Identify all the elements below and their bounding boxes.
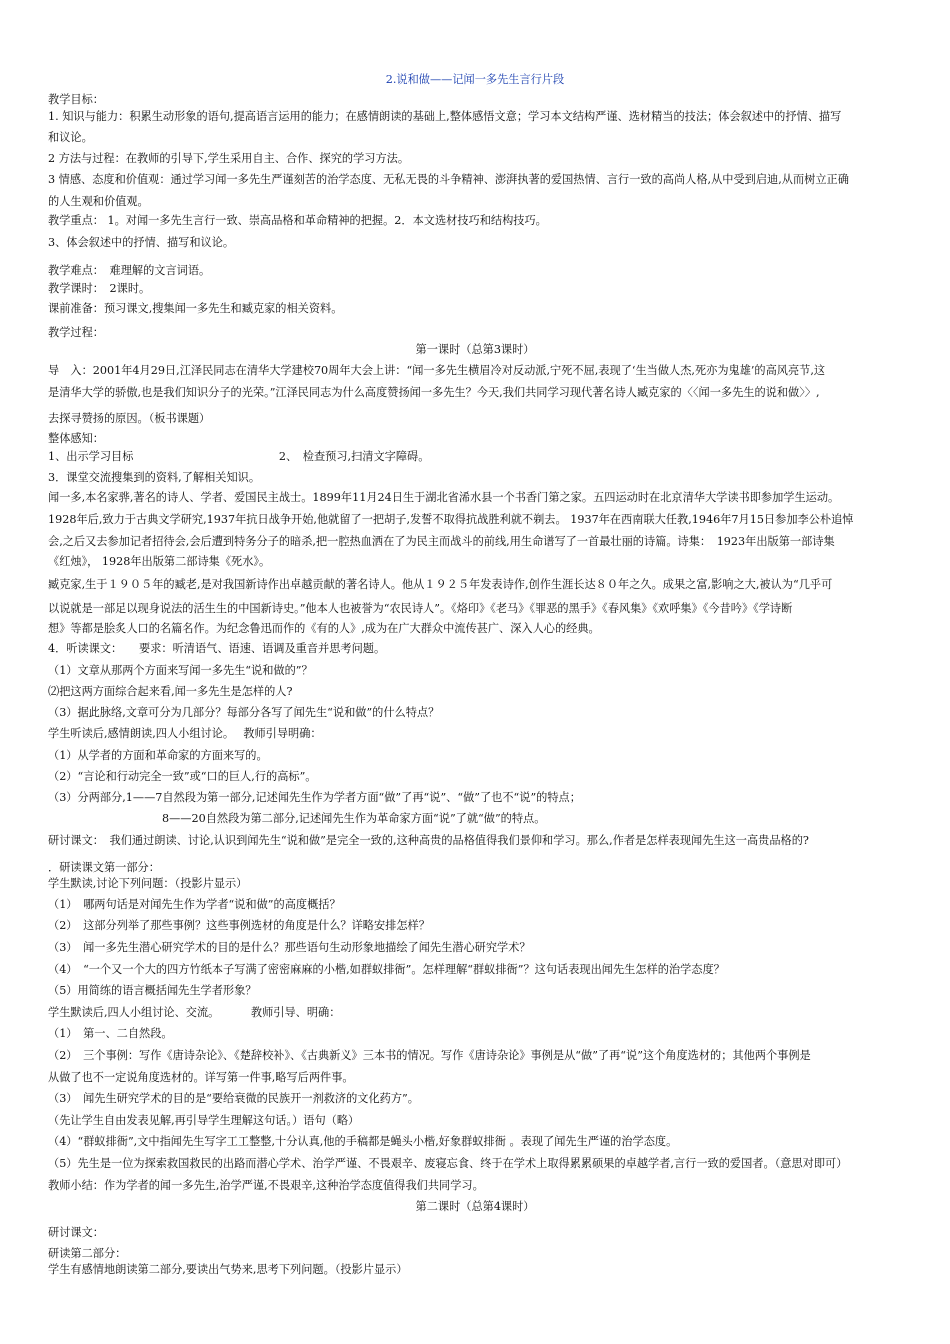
text-line: 和议论。 xyxy=(48,131,93,144)
text-line: 教学过程： xyxy=(48,326,104,339)
text-line: （1）从学者的方面和革命家的方面来写的。 xyxy=(48,749,268,762)
text-line: 8——20自然段为第二部分,记述闻先生作为革命家方面“说”了就“做”的特点。 xyxy=(162,812,546,825)
text-line: （2） 这部分列举了那些事例？这些事例选材的角度是什么？详略安排怎样？ xyxy=(48,919,430,932)
text-line: 研读第二部分： xyxy=(48,1247,127,1260)
text-line: 教学重点： 1。对闻一多先生言行一致、崇高品格和革命精神的把握。2．本文选材技巧和结构技巧。 xyxy=(48,214,547,227)
text-line: 1. 知识与能力：积累生动形象的语句,提高语言运用的能力；在感情朗读的基础上,整体感悟文意；学习本文结构严谨、选材精当的技法；体会叙述中的抒情、描写 xyxy=(48,110,842,123)
text-line: 从做了也不一定说角度选材的。详写第一件事,略写后两件事。 xyxy=(48,1071,354,1084)
section-heading: 第二课时（总第4课时） xyxy=(415,1200,535,1213)
text-line: （3）据此脉络,文章可分为几部分？每部分各写了闻先生“说和做”的什么特点？ xyxy=(48,706,440,719)
text-line: 闻一多,本名家骅,著名的诗人、学者、爱国民主战士。1899年11月24日生于湖北省浠水县一个书香门第之家。五四运动时在北京清华大学读书即参加学生运动。 xyxy=(48,491,840,504)
text-line: （1）文章从那两个方面来写闻一多先生“说和做的”？ xyxy=(48,664,313,677)
text-line: 3．课堂交流搜集到的资料,了解相关知识。 xyxy=(48,471,261,484)
text-line: （5）用简练的语言概括闻先生学者形象？ xyxy=(48,984,257,997)
text-line: 会,之后又去参加记者招待会,会后遭到特务分子的暗杀,把一腔热血洒在了为民主而战斗的前线,用生命谱写了一首最壮丽的诗篇。诗集： 1923年出版第一部诗集 xyxy=(48,535,835,548)
text-line: 2 方法与过程：在教师的引导下,学生采用自主、合作、探究的学习方法。 xyxy=(48,152,410,165)
document-title: 2.说和做——记闻一多先生言行片段 xyxy=(385,73,565,86)
text-line: （3） 闻先生研究学术的目的是“要给衰微的民族开一剂救济的文化药方”。 xyxy=(48,1092,419,1105)
text-line: ．研读课文第一部分： xyxy=(48,861,160,874)
text-line: 课前准备：预习课文,搜集闻一多先生和臧克家的相关资料。 xyxy=(48,302,343,315)
text-line: 以说就是一部足以现身说法的活生生的中国新诗史。”他本人也被誉为“农民诗人”。《烙印》《老马》《罪恶的黑手》《春风集》《欢呼集》《今昔吟》《学诗断 xyxy=(48,602,793,615)
text-line: 学生有感情地朗读第二部分,要读出气势来,思考下列问题。（投影片显示） xyxy=(48,1263,408,1276)
text-line: 4．听读课文： 要求：听清语气、语速、语调及重音并思考问题。 xyxy=(48,642,386,655)
text-line: （4） “一个又一个大的四方竹纸本子写满了密密麻麻的小楷,如群蚁排衙”。怎样理解“群蚁排衙”？这句话表现出闻先生怎样的治学态度？ xyxy=(48,963,725,976)
text-line: 臧克家,生于１９０５年的臧老,是对我国新诗作出卓越贡献的著名诗人。他从１９２５年发表诗作,创作生涯长达８０年之久。成果之富,影响之大,被认为“几乎可 xyxy=(48,578,833,591)
text-line: 教师小结：作为学者的闻一多先生,治学严谨,不畏艰辛,这种治学态度值得我们共同学习。 xyxy=(48,1179,484,1192)
text-line: 导 入：2001年4月29日,江泽民同志在清华大学建校70周年大会上讲：“闻一多先生横眉冷对反动派,宁死不屈,表现了‘生当做人杰,死亦为鬼雄’的高风亮节,这 xyxy=(48,364,826,377)
text-line: 1928年后,致力于古典文学研究,1937年抗日战争开始,他就留了一把胡子,发誓不取得抗战胜利就不剃去。 1937年在西南联大任教,1946年7月15日参加李公朴追悼 xyxy=(48,513,854,526)
text-line: 的人生观和价值观。 xyxy=(48,195,149,208)
text-line: （4）“群蚁排衙”,文中指闻先生写字工工整整,十分认真,他的手稿都是蝇头小楷,好象群蚁排衙 。表现了闻先生严谨的治学态度。 xyxy=(48,1135,678,1148)
text-line: 去探寻赞扬的原因。（板书课题） xyxy=(48,412,211,425)
text-line: 《红烛》， 1928年出版第二部诗集《死水》。 xyxy=(48,555,271,568)
section-heading: 第一课时（总第3课时） xyxy=(415,343,535,356)
text-line: 1、出示学习目标 2、 检查预习,扫清文字障碍。 xyxy=(48,450,430,463)
text-line: （3） 闻一多先生潜心研究学术的目的是什么？那些语句生动形象地描绘了闻先生潜心研究学术？ xyxy=(48,941,531,954)
text-line: 想》等都是脍炙人口的名篇名作。为纪念鲁迅而作的《有的人》,成为在广大群众中流传甚广、深入人心的经典。 xyxy=(48,622,600,635)
text-line: （1） 哪两句话是对闻先生作为学者“说和做”的高度概括？ xyxy=(48,898,341,911)
text-line: 研讨课文： 我们通过朗读、讨论,认识到闻先生“说和做”是完全一致的,这种高贵的品格值得我们景仰和学习。那么,作者是怎样表现闻先生这一高贵品格的? xyxy=(48,834,809,847)
text-line: （1） 第一、二自然段。 xyxy=(48,1027,173,1040)
text-line: （2） 三个事例：写作《唐诗杂论》、《楚辞校补》、《古典新义》三本书的情况。写作《唐诗杂论》事例是从“做”了再“说”这个角度选材的；其他两个事例是 xyxy=(48,1049,811,1062)
text-line: 整体感知： xyxy=(48,432,104,445)
text-line: 学生默读,讨论下列问题：（投影片显示） xyxy=(48,877,248,890)
text-line: （2）“言论和行动完全一致”或“口的巨人,行的高标”。 xyxy=(48,770,317,783)
text-line: （先让学生自由发表见解,再引导学生理解这句话。）语句（略） xyxy=(48,1114,360,1127)
text-line: ⑵把这两方面综合起来看,闻一多先生是怎样的人? xyxy=(48,685,293,698)
text-line: （3）分两部分,1——7自然段为第一部分,记述闻先生作为学者方面“做”了再“说”、“做”了也不“说”的特点； xyxy=(48,791,581,804)
text-line: 学生听读后,感情朗读,四人小组讨论。 教师引导明确： xyxy=(48,727,322,740)
text-line: 教学难点： 难理解的文言词语。 xyxy=(48,264,211,277)
text-line: （5）先生是一位为探索救国救民的出路而潜心学术、治学严谨、不畏艰辛、废寝忘食、终于在学术上取得累累硕果的卓越学者,言行一致的爱国者。（意思对即可） xyxy=(48,1157,848,1170)
text-line: 研讨课文： xyxy=(48,1226,104,1239)
text-line: 学生默读后,四人小组讨论、交流。 教师引导、明确： xyxy=(48,1006,341,1019)
text-line: 是清华大学的骄傲,也是我们知识分子的光荣。”江泽民同志为什么高度赞扬闻一多先生？今天,我们共同学习现代著名诗人臧克家的〈〈闻一多先生的说和做〉〉, xyxy=(48,386,820,399)
text-line: 教学目标： xyxy=(48,93,104,106)
text-line: 3、体会叙述中的抒情、描写和议论。 xyxy=(48,236,235,249)
text-line: 3 情感、态度和价值观：通过学习闻一多先生严谨刻苦的治学态度、无私无畏的斗争精神、澎湃执著的爱国热情、言行一致的高尚人格,从中受到启迪,从而树立正确 xyxy=(48,173,849,186)
text-line: 教学课时： 2课时。 xyxy=(48,282,151,295)
